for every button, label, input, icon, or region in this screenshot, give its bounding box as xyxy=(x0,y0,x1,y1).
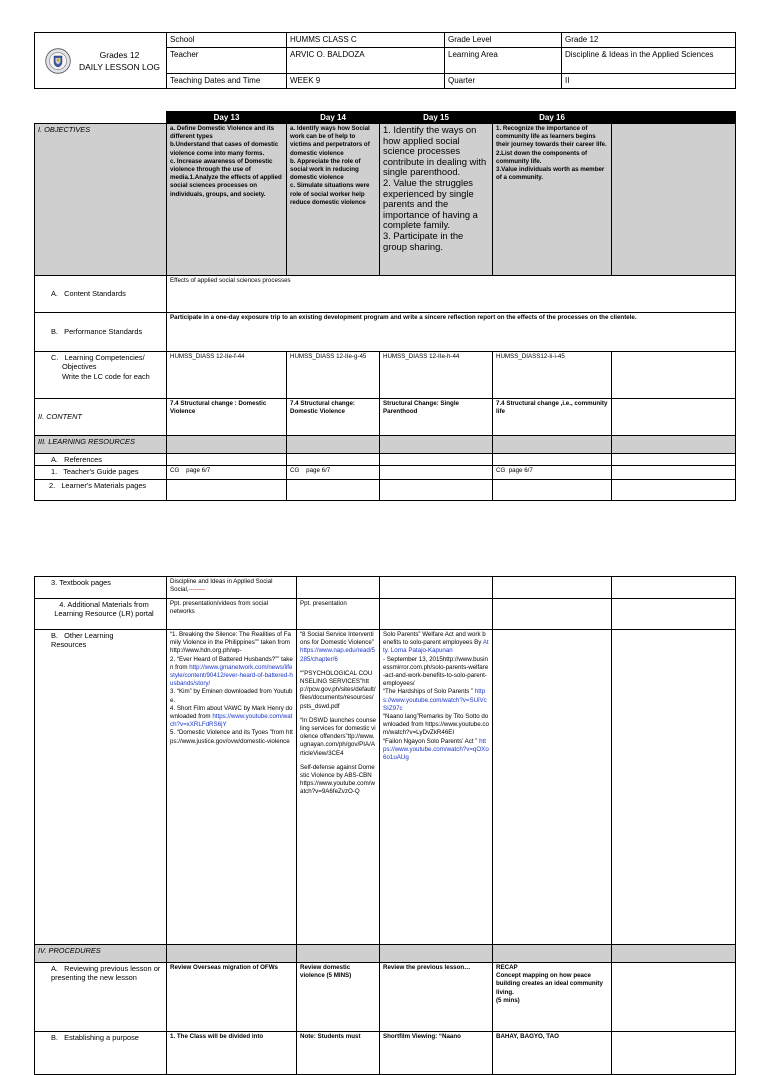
teachers-guide-day16: CG page 6/7 xyxy=(493,466,612,480)
resource-link[interactable]: https://www.nap.edu/read/5285/chapter/6 xyxy=(300,647,375,663)
pu-cell-extra xyxy=(612,1032,736,1075)
resource-link[interactable]: https://www.youtube.com/watch?v=SUiVcSIZ97c xyxy=(383,688,487,712)
pr-cell-5 xyxy=(612,945,736,963)
ref-cell-1 xyxy=(167,454,287,466)
resource-text: - September 13, 2015http://www.businessmirror.com.ph/solo-parents-welfare-act-and-work-benefits-to-solo-parent-employees/ xyxy=(383,655,489,688)
performance-standards-value: Participate in a one-day exposure trip to an existing development program and write a sincere reflection report on the effects of the processes on the clientele. xyxy=(167,313,736,352)
textbook-day13-suffix: -------- xyxy=(188,586,206,594)
other-resources-day15 xyxy=(380,630,493,945)
day-16-header: Day 16 xyxy=(493,112,612,124)
log-title: DAILY LESSON LOG xyxy=(79,61,160,72)
day-13-header: Day 13 xyxy=(167,112,287,124)
objectives-day15: 1. Identify the ways on how applied social science processes contribute in dealing with single parenthood. 2. Value the struggles experienced by single parents and the importance of having a complete family. 3. Participate in the group sharing. xyxy=(380,124,493,276)
teachers-guide-row xyxy=(35,466,736,480)
content-day16: 7.4 Structural change ,i.e., community life xyxy=(493,399,612,436)
tg-cell-extra xyxy=(612,466,736,480)
other-resources-day15-list xyxy=(383,631,489,762)
procedures-label: IV. PROCEDURES xyxy=(35,945,167,963)
school-label: School xyxy=(167,33,287,48)
references-row xyxy=(35,454,736,466)
references-label: A. References xyxy=(35,454,167,466)
resource-link[interactable]: https://www.youtube.com/watch?v=xXRLFdRS6jY xyxy=(170,713,293,729)
rv-cell-extra xyxy=(612,963,736,1032)
procedures-row xyxy=(35,945,736,963)
tb-cell-14 xyxy=(297,577,380,599)
lm-cell-1 xyxy=(167,480,287,501)
resource-link[interactable]: Atty. Lorna Patajo-Kapunan xyxy=(383,639,489,655)
other-resources-label: B. Other Learning Resources xyxy=(35,630,167,945)
grade-level-value: Grade 12 xyxy=(562,33,736,48)
other-resources-day14-list xyxy=(300,631,376,797)
competencies-day13: HUMSS_DIASS 12-IIe-f-44 xyxy=(167,352,287,399)
resource-text: “Failon Ngayon Solo Parents’ Act ” xyxy=(383,737,480,745)
resource-text: Self-defense against Domestic Violence by ABS-CBN https://www.youtube.com/watch?v=9A6feZvzO-Q xyxy=(300,763,375,796)
textbook-label: 3. Textbook pages xyxy=(35,577,167,599)
competencies-label-line1: C. Learning Competencies/ xyxy=(51,353,145,362)
learners-materials-row xyxy=(35,480,736,501)
quarter-value: II xyxy=(562,74,736,89)
textbook-day13 xyxy=(167,577,297,599)
day-15-header: Day 15 xyxy=(380,112,493,124)
objectives-day16: 1. Recognize the importance of community life as learners begins their journey towards their career life. 2.List down the components of community life. 3.Value individuals worth as member of a community. xyxy=(493,124,612,276)
competencies-row xyxy=(35,352,736,399)
pr-cell-4 xyxy=(493,945,612,963)
ref-cell-4 xyxy=(493,454,612,466)
additional-materials-label: 4. Additional Materials from Learning Resource (LR) portal xyxy=(35,599,167,630)
resource-text: 2. “Ever Heard of Battered Husbands?”” taken from xyxy=(170,655,293,671)
learning-resources-row xyxy=(35,436,736,454)
lr-cell-1 xyxy=(167,436,287,454)
review-day14: Review domestic violence (5 MINS) xyxy=(297,963,380,1032)
resource-text: “8 Social Service Interventions for Domestic Violence” xyxy=(300,631,374,647)
ref-cell-5 xyxy=(612,454,736,466)
purpose-day16: BAHAY, BAGYO, TAO xyxy=(493,1032,612,1075)
lm-cell-3 xyxy=(380,480,493,501)
teacher-label: Teacher xyxy=(167,47,287,73)
lr-cell-4 xyxy=(493,436,612,454)
purpose-row xyxy=(35,1032,736,1075)
review-label: A. Reviewing previous lesson or presenting the new lesson xyxy=(35,963,167,1032)
purpose-day15: Shortfilm Viewing: “Naano xyxy=(380,1032,493,1075)
tb-cell-16 xyxy=(493,577,612,599)
lesson-table-page2 xyxy=(34,576,736,1075)
resource-text: 3. “Kim” by Eminen downloaded from Youtube. xyxy=(170,688,293,704)
day-header-blank xyxy=(35,112,167,124)
dll-title xyxy=(79,49,160,73)
competencies-day14: HUMSS_DIASS 12-IIe-g-45 xyxy=(287,352,380,399)
performance-standards-label: B. Performance Standards xyxy=(35,313,167,352)
learners-materials-label: 2. Learner's Materials pages xyxy=(35,480,167,501)
content-day14: 7.4 Structural change: Domestic Violence xyxy=(287,399,380,436)
am-cell-16 xyxy=(493,599,612,630)
resource-text: “The Hardships of Solo Parents ” xyxy=(383,688,475,696)
resource-text: “1. Breaking the Silence: The Realities of Family Violence in the Philippines”” taken from http://www.hdn.org.ph/wp- xyxy=(170,631,291,655)
resource-text: Solo Parents” Welfare Act and work benefits to solo-parent employees By xyxy=(383,631,486,647)
school-value: HUMMS CLASS C xyxy=(287,33,445,48)
tb-cell-extra xyxy=(612,577,736,599)
day-14-header: Day 14 xyxy=(287,112,380,124)
other-resources-day14 xyxy=(297,630,380,945)
resource-text: “”PSYCHOLOGICAL COUNSELING SERVICES”http://pcw.gov.ph/sites/default/files/documents/resources/psts_dswd.pdf xyxy=(300,669,376,710)
textbook-day13-text: Discipline and Ideas in Applied Social Social, xyxy=(170,578,273,594)
purpose-label: B. Establishing a purpose xyxy=(35,1032,167,1075)
learning-area-value: Discipline & Ideas in the Applied Sciences xyxy=(562,47,736,73)
purpose-day13: 1. The Class will be divided into xyxy=(167,1032,297,1075)
content-day15: Structural Change: Single Parenthood xyxy=(380,399,493,436)
dates-label: Teaching Dates and Time xyxy=(167,74,287,89)
day-header-row xyxy=(35,112,736,124)
lr-cell-2 xyxy=(287,436,380,454)
other-resources-day13-list xyxy=(170,631,293,746)
ref-cell-2 xyxy=(287,454,380,466)
grade-level-label: Grade Level xyxy=(445,33,562,48)
resource-text: “In DSWD launches counseling services for domestic violence offenders”ttp://www.ugnayan.com/ph/gov/PIA/ArticleView/3CE4 xyxy=(300,716,377,757)
am-cell-15 xyxy=(380,599,493,630)
lesson-table-page1 xyxy=(34,111,736,501)
grade-title: Grades 12 xyxy=(99,49,140,60)
additional-day14: Ppt. presentation xyxy=(297,599,380,630)
tg-cell-15 xyxy=(380,466,493,480)
competencies-label xyxy=(35,352,167,399)
competencies-label-line2: Objectives xyxy=(62,362,97,372)
or-cell-16 xyxy=(493,630,612,945)
lr-cell-5 xyxy=(612,436,736,454)
lm-cell-2 xyxy=(287,480,380,501)
tb-cell-15 xyxy=(380,577,493,599)
pr-cell-3 xyxy=(380,945,493,963)
resource-text: 5. “Domestic Violence and its Tyoes ”from https://www.justice.gov/ovw/domestic-violence xyxy=(170,729,293,745)
content-extra xyxy=(612,399,736,436)
objectives-extra xyxy=(612,124,736,276)
objectives-day14: a. Identify ways how Social work can be of help to victims and perpetrators of domestic violence b. Appreciate the role of social work in reducing domestic violence c. Simulate situations were role of social worker help reduce domestic violence xyxy=(287,124,380,276)
objectives-row xyxy=(35,124,736,276)
dll-header xyxy=(34,32,736,89)
resource-text: “Naano lang”Remarks by Tito Sotto downloaded from https://www.youtube.com/watch?v=LyDvZkR46EI xyxy=(383,713,489,737)
performance-standards-row xyxy=(35,313,736,352)
competencies-day15: HUMSS_DIASS 12-IIe-h-44 xyxy=(380,352,493,399)
teachers-guide-day14: CG page 6/7 xyxy=(287,466,380,480)
competencies-extra xyxy=(612,352,736,399)
other-resources-row xyxy=(35,630,736,945)
dates-value: WEEK 9 xyxy=(287,74,445,89)
teacher-value: ARVIC O. BALDOZA xyxy=(287,47,445,73)
ref-cell-3 xyxy=(380,454,493,466)
competencies-label-line3: Write the LC code for each xyxy=(62,371,150,381)
content-standards-value: Effects of applied social sciences processes xyxy=(167,276,736,313)
resource-link[interactable]: http://www.gmanetwork.com/news/lifestyle/content/90412/ever-heard-of-battered-husbands/story/ xyxy=(170,663,293,688)
lm-cell-4 xyxy=(493,480,612,501)
review-day16: RECAP Concept mapping on how peace building creates an ideal community living. (5 mins) xyxy=(493,963,612,1032)
lr-cell-3 xyxy=(380,436,493,454)
content-row xyxy=(35,399,736,436)
other-resources-day13 xyxy=(167,630,297,945)
resource-text: 4. Short Film about VAWC by Mark Henry downloaded from xyxy=(170,704,293,721)
resource-link[interactable]: https://www.youtube.com/watch?v=qOXo6o1uAUg xyxy=(383,737,489,762)
review-day15: Review the previous lesson… xyxy=(380,963,493,1032)
teachers-guide-label: 1. Teacher's Guide pages xyxy=(35,466,167,480)
pr-cell-2 xyxy=(297,945,380,963)
quarter-label: Quarter xyxy=(445,74,562,89)
additional-day13: Ppt. presentation/videos from social networks xyxy=(167,599,297,630)
content-label: II. CONTENT xyxy=(35,399,167,436)
review-day13: Review Overseas migration of OFWs xyxy=(167,963,297,1032)
additional-materials-row xyxy=(35,599,736,630)
pr-cell-1 xyxy=(167,945,297,963)
competencies-day16: HUMSS_DIASS12-Ii-i-45 xyxy=(493,352,612,399)
content-standards-row xyxy=(35,276,736,313)
objectives-day13: a. Define Domestic Violence and its different types b.Understand that cases of domestic violence come into many forms. c. Increase awareness of Domestic violence through the use of media.1.Analyze the effects of applied social sciences processes on individuals, groups, and society. xyxy=(167,124,287,276)
objectives-label: I. OBJECTIVES xyxy=(35,124,167,276)
header-logo-cell xyxy=(35,33,167,89)
content-day13: 7.4 Structural change : Domestic Violence xyxy=(167,399,287,436)
day-header-extra xyxy=(612,112,736,124)
review-row xyxy=(35,963,736,1032)
lm-cell-5 xyxy=(612,480,736,501)
purpose-day14: Note: Students must xyxy=(297,1032,380,1075)
textbook-row xyxy=(35,577,736,599)
am-cell-extra xyxy=(612,599,736,630)
or-cell-extra xyxy=(612,630,736,945)
learning-area-label: Learning Area xyxy=(445,47,562,73)
teachers-guide-day13: CG page 6/7 xyxy=(167,466,287,480)
learning-resources-label: III. LEARNING RESOURCES xyxy=(35,436,167,454)
deped-seal-icon xyxy=(45,48,71,74)
content-standards-label: A. Content Standards xyxy=(35,276,167,313)
